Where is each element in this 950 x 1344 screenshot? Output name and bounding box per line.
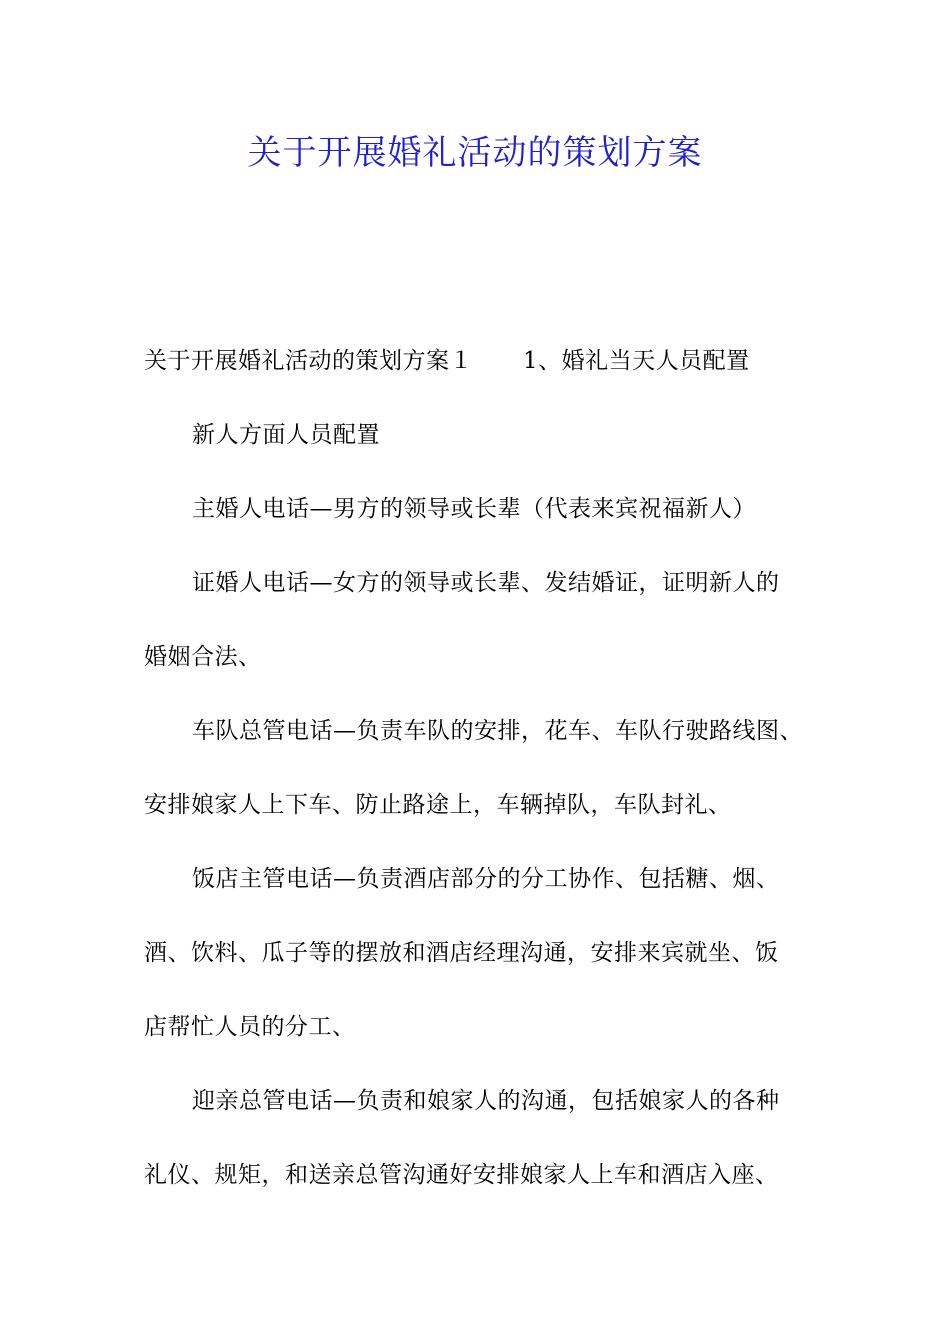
paragraph-line: 证婚人电话—女方的领导或长辈、发结婚证，证明新人的: [192, 570, 780, 596]
paragraph-line: 礼仪、规矩，和送亲总管沟通好安排娘家人上车和酒店入座、: [144, 1162, 779, 1188]
paragraph-line: 迎亲总管电话—负责和娘家人的沟通，包括娘家人的各种: [192, 1088, 780, 1114]
document-title: 关于开展婚礼活动的策划方案: [247, 133, 703, 173]
section-heading: 1、婚礼当天人员配置: [523, 348, 750, 374]
paragraph-line: 酒、饮料、瓜子等的摆放和酒店经理沟通，安排来宾就坐、饭: [144, 940, 779, 966]
paragraph-line: 店帮忙人员的分工、: [144, 1014, 356, 1040]
paragraph-line: 饭店主管电话—负责酒店部分的分工协作、包括糖、烟、: [192, 866, 780, 892]
document-body: [144, 336, 824, 1224]
paragraph-line: 新人方面人员配置: [192, 422, 380, 448]
paragraph-line: 安排娘家人上下车、防止路途上，车辆掉队，车队封礼、: [144, 792, 732, 818]
paragraph-line: [144, 336, 824, 410]
heading-inline-text: 关于开展婚礼活动的策划方案１: [144, 348, 473, 374]
paragraph-line: 主婚人电话—男方的领导或长辈（代表来宾祝福新人）: [192, 496, 756, 522]
paragraph-line: 婚姻合法、: [144, 644, 262, 670]
paragraph-line: 车队总管电话—负责车队的安排，花车、车队行驶路线图、: [192, 718, 803, 744]
